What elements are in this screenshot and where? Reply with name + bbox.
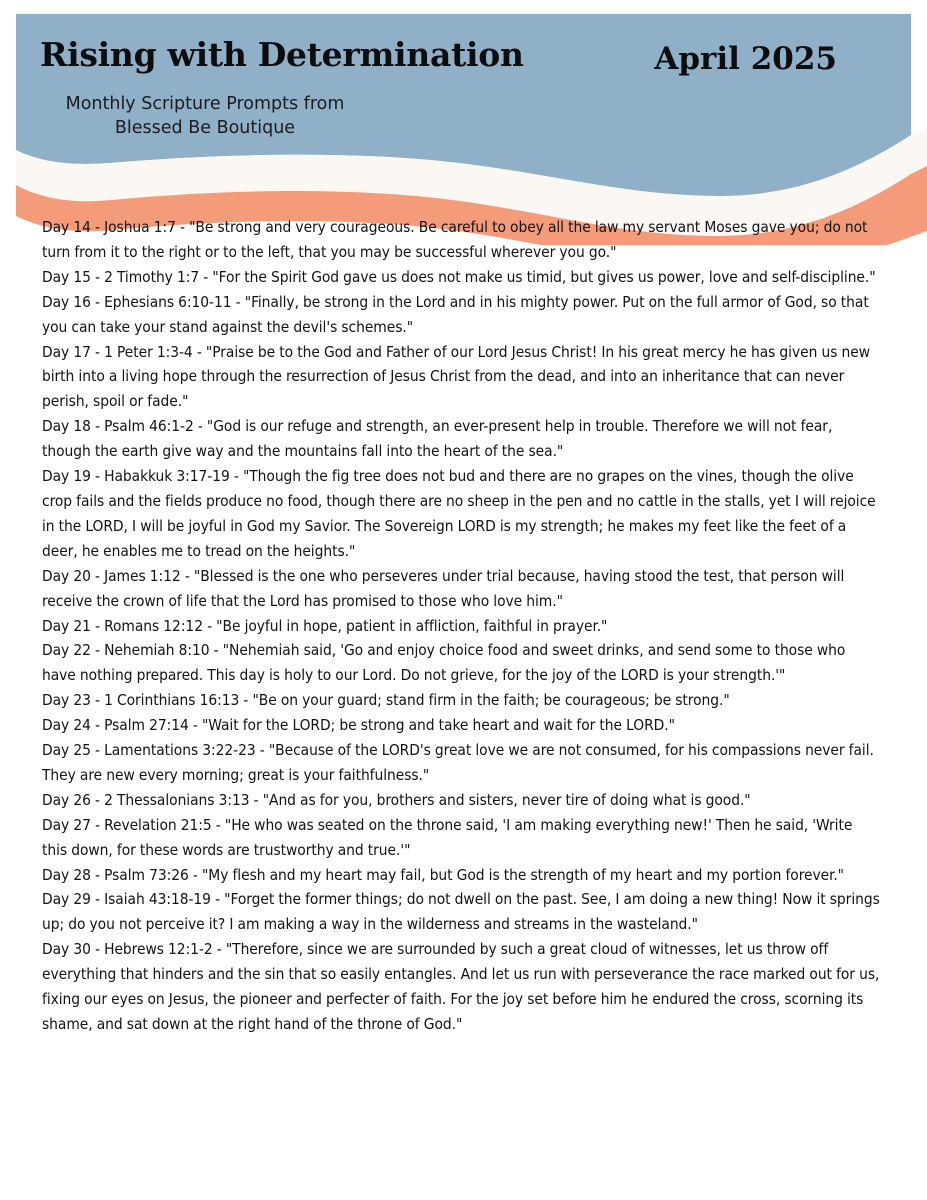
scripture-entry: Day 18 - Psalm 46:1-2 - "God is our refuge and strength, an ever-present help in trouble. Therefore we will not fear, though the earth give way and the mountains fall into the heart of the sea."	[42, 417, 833, 461]
scripture-entry: Day 27 - Revelation 21:5 - "He who was seated on the throne said, 'I am making everything new!' Then he said, 'Write this down, for these words are trustworthy and true.'"	[42, 815, 853, 859]
scripture-entry: Day 15 - 2 Timothy 1:7 - "For the Spirit God gave us does not make us timid, but gives us power, love and self-discipline."	[42, 267, 876, 286]
issue-date: April 2025	[654, 41, 837, 77]
scripture-entry: Day 22 - Nehemiah 8:10 - "Nehemiah said, 'Go and enjoy choice food and sweet drinks, and send some to those who have nothing prepared. This day is holy to our Lord. Do not grieve, for the joy of the LORD is your strength.'"	[42, 641, 846, 685]
scripture-entry: Day 29 - Isaiah 43:18-19 - "Forget the former things; do not dwell on the past. See, I am doing a new thing! Now it springs up; do you not perceive it? I am making a way in the wilderness and streams in the wasteland."	[42, 890, 880, 934]
header-banner	[0, 0, 927, 245]
scripture-entry: Day 23 - 1 Corinthians 16:13 - "Be on your guard; stand firm in the faith; be courageous; be strong."	[42, 691, 730, 710]
scripture-entry: Day 21 - Romans 12:12 - "Be joyful in hope, patient in affliction, faithful in prayer."	[42, 616, 608, 635]
scripture-entry: Day 25 - Lamentations 3:22-23 - "Because of the LORD's great love we are not consumed, for his compassions never fail. They are new every morning; great is your faithfulness."	[42, 741, 874, 784]
subtitle-line-2: Blessed Be Boutique	[114, 118, 296, 138]
page-title: Rising with Determination	[40, 35, 524, 74]
scripture-entry: Day 20 - James 1:12 - "Blessed is the one who perseveres under trial because, having stood the test, that person will receive the crown of life that the Lord has promised to those who love him."	[42, 566, 845, 610]
scripture-list	[42, 215, 880, 1037]
scripture-entry: Day 30 - Hebrews 12:1-2 - "Therefore, since we are surrounded by such a great cloud of witnesses, let us throw off everything that hinders and the sin that so easily entangles. And let us run with perseverance the race marked out for us, fixing our eyes on Jesus, the pioneer and perfecter of faith. For the joy set before him he endured the cross, scorning its shame, and sat down at the right hand of the throne of God."	[42, 940, 880, 1033]
scripture-entry: Day 24 - Psalm 27:14 - "Wait for the LORD; be strong and take heart and wait for the LORD."	[42, 716, 675, 735]
header-text-layer	[0, 0, 927, 245]
header-subtitle	[40, 92, 370, 140]
scripture-entry: Day 14 - Joshua 1:7 - "Be strong and very courageous. Be careful to obey all the law my servant Moses gave you; do not turn from it to the right or to the left, that you may be successful wherever you go."	[42, 218, 868, 261]
subtitle-line-1: Monthly Scripture Prompts from	[65, 94, 345, 114]
scripture-entry: Day 28 - Psalm 73:26 - "My flesh and my heart may fail, but God is the strength of my heart and my portion forever."	[42, 865, 844, 884]
scripture-entry: Day 26 - 2 Thessalonians 3:13 - "And as for you, brothers and sisters, never tire of doing what is good."	[42, 790, 751, 809]
scripture-entry: Day 16 - Ephesians 6:10-11 - "Finally, be strong in the Lord and in his mighty power. Put on the full armor of God, so that you can take your stand against the devil's schemes."	[42, 292, 869, 336]
scripture-entry: Day 19 - Habakkuk 3:17-19 - "Though the fig tree does not bud and there are no grapes on the vines, though the olive crop fails and the fields produce no food, though there are no sheep in the pen and no cattle in the stalls, yet I will rejoice in the LORD, I will be joyful in God my Savior. The Sovereign LORD is my strength; he makes my feet like the feet of a deer, he enables me to tread on the heights."	[42, 467, 876, 560]
scripture-entry: Day 17 - 1 Peter 1:3-4 - "Praise be to the God and Father of our Lord Jesus Christ! In his great mercy he has given us new birth into a living hope through the resurrection of Jesus Christ from the dead, and into an inheritance that can never perish, spoil or fade."	[42, 342, 870, 411]
